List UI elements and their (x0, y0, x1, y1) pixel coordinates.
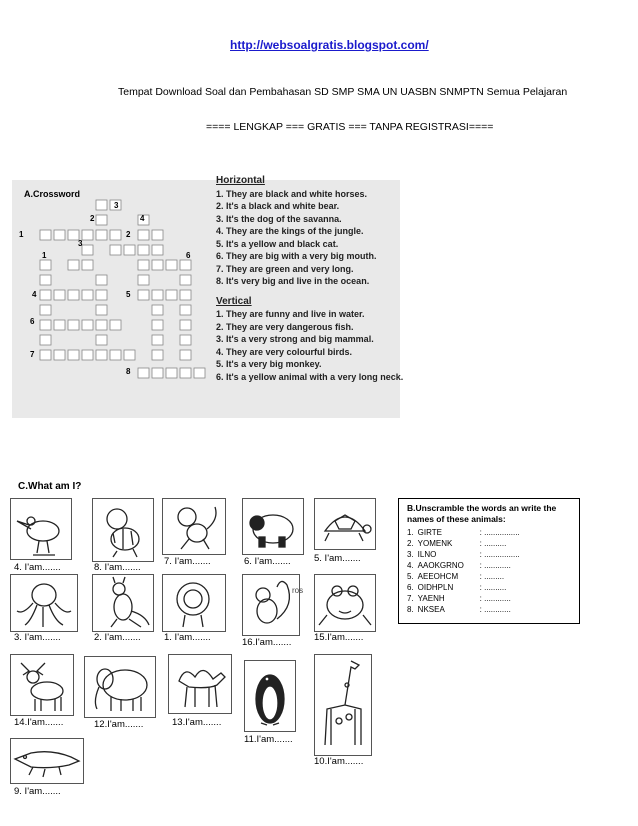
what-am-i-label: C.What am I? (18, 481, 82, 492)
horizontal-title: Horizontal (216, 175, 265, 186)
vertical-clue: 2. They are very dangerous fish. (216, 321, 354, 332)
monkey-picture (162, 498, 226, 555)
banner-text: ==== LENGKAP === GRATIS === TANPA REGISTRASI==== (206, 121, 494, 133)
list-item: 1. GIRTE : ................ (407, 528, 520, 537)
horizontal-clue: 8. It's very big and live in the ocean. (216, 276, 370, 286)
cw-number: 1 (19, 230, 24, 239)
list-item: 2. YOMENK : .......... (407, 539, 507, 548)
unscramble-list (405, 527, 522, 615)
cw-number: 1 (42, 251, 47, 260)
unscramble-title: B.Unscramble the words an write the names of these animals: (407, 503, 557, 524)
caption-3: 3. I'am....... (14, 632, 61, 643)
kangaroo-picture (92, 574, 154, 632)
crossword-label: A.Crossword (24, 189, 81, 199)
cw-number: 8 (126, 367, 131, 376)
squirrel-picture (242, 574, 300, 636)
list-item: 7. YAENH : ............ (407, 594, 511, 603)
caption-5: 5. I'am....... (314, 553, 361, 564)
pelican-picture (10, 498, 72, 560)
caption-7: 7. I'am....... (164, 556, 211, 567)
caption-12: 12.I'am....... (94, 719, 144, 730)
cw-number: 2 (126, 230, 131, 239)
vertical-clue: 1. They are funny and live in water. (216, 309, 365, 319)
cw-number: 3 (78, 239, 83, 248)
vertical-clue: 6. It's a yellow animal with a very long neck. (216, 371, 404, 382)
bear-picture (242, 498, 304, 555)
list-item: 3. ILNO : ................ (407, 550, 520, 559)
giraffe-picture (314, 654, 372, 756)
cw-number: 5 (126, 290, 131, 299)
cw-number: 6 (30, 317, 35, 326)
cw-number: 6 (186, 251, 191, 260)
caption-6: 6. I'am....... (244, 556, 291, 567)
list-item: 4. AAOKGRNO : ............ (407, 561, 511, 570)
horizontal-clue: 5. It's a yellow and black cat. (216, 238, 339, 249)
turtle-picture (314, 498, 376, 550)
cw-number: 4 (140, 214, 145, 223)
list-item: 6. OIDHPLN : .......... (407, 583, 507, 592)
vertical-clue: 4. They are very colourful birds. (216, 346, 353, 357)
caption-10: 10.I'am....... (314, 756, 364, 767)
horizontal-clue: 1. They are black and white horses. (216, 188, 368, 199)
stray-text: ros (292, 586, 304, 595)
elephant-picture (84, 656, 156, 718)
caption-16: 16.I'am....... (242, 637, 292, 648)
caption-14: 14.I'am....... (14, 717, 64, 728)
frog-picture (314, 574, 376, 632)
horizontal-clue: 2. It's a black and white bear. (216, 201, 340, 211)
penguin-picture (244, 660, 296, 732)
caption-11: 11.I'am....... (244, 734, 293, 745)
horizontal-clue: 4. They are the kings of the jungle. (216, 226, 364, 236)
caption-9: 9. I'am....... (14, 786, 61, 797)
cw-number: 3 (114, 201, 119, 210)
octopus-picture (10, 574, 78, 632)
crocodile-picture (10, 738, 84, 784)
caption-1: 1. I'am....... (164, 632, 211, 643)
lion-picture (162, 574, 226, 632)
list-item: 8. NKSEA : ............ (407, 605, 511, 614)
crossword-clues (216, 175, 403, 383)
crossword-cells (40, 200, 205, 378)
caption-2: 2. I'am....... (94, 632, 141, 643)
vertical-title: Vertical (216, 295, 252, 307)
caption-15: 15.I'am....... (314, 632, 364, 643)
vertical-clue: 3. It's a very strong and big mammal. (216, 334, 374, 344)
source-url-link[interactable]: http://websoalgratis.blogspot.com/ (230, 38, 429, 52)
cw-number: 2 (90, 214, 95, 223)
horizontal-clue: 6. They are big with a very big mouth. (216, 251, 377, 261)
moose-picture (10, 654, 74, 716)
vertical-clue: 5. It's a very big monkey. (216, 359, 322, 369)
caption-4: 4. I'am....... (14, 562, 61, 573)
cw-number: 7 (30, 350, 35, 359)
cw-number: 4 (32, 290, 37, 299)
tagline: Tempat Download Soal dan Pembahasan SD SMP SMA UN UASBN SNMPTN Semua Pelajaran (118, 86, 568, 98)
list-item: 5. AEEOHCM : ......... (407, 572, 505, 581)
tiger-picture (92, 498, 154, 562)
caption-13: 13.I'am....... (172, 717, 222, 728)
caption-8: 8. I'am....... (94, 562, 141, 573)
crossword-grid (12, 180, 212, 385)
horizontal-clue: 7. They are green and very long. (216, 263, 354, 274)
horizontal-clue: 3. It's the dog of the savanna. (216, 213, 342, 224)
camel-picture (168, 654, 232, 714)
unscramble-box (398, 498, 580, 624)
